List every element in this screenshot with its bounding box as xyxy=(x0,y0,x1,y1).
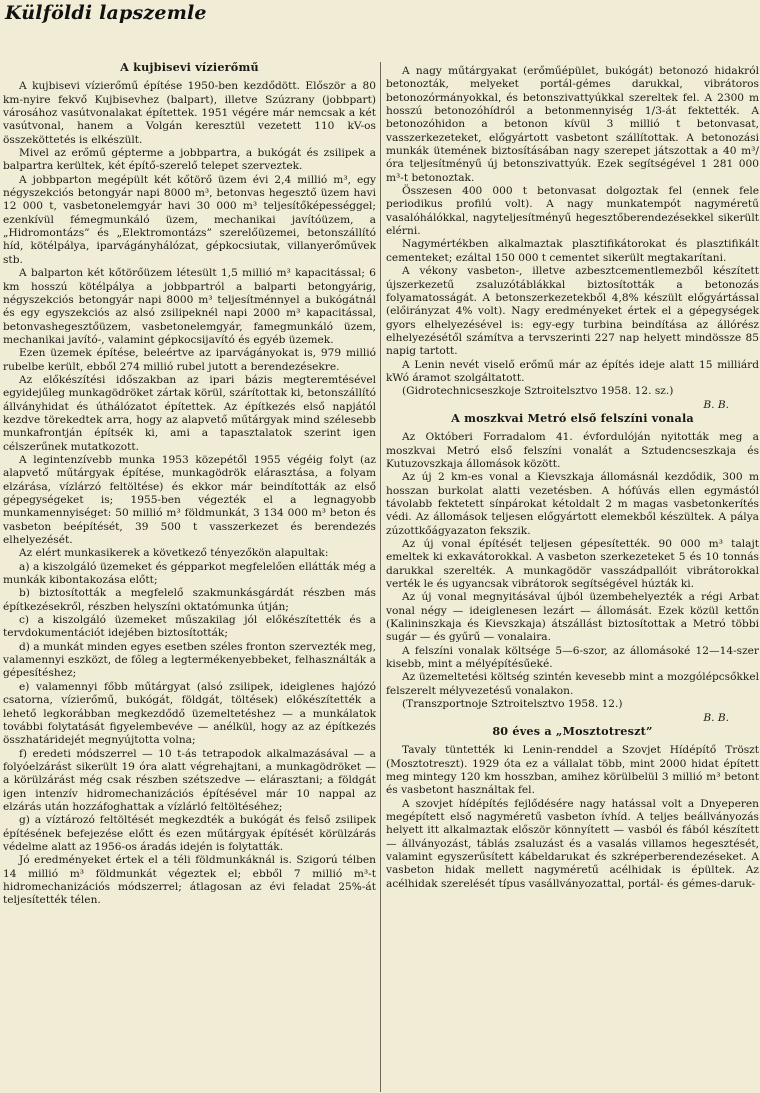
paragraph: A szovjet hídépítés fejlődésére nagy hatással volt a Dnyeperen megépített első nagyméretű vasbeton ívhíd. A teljes beállványozás helyett itt alkalmaztak először könnyített — vasból és fából készített — állványozást, táblás zsaluzást és a vasalás villamos hegesztését, valamint egyszerűsített kábeldarukat és szkréperberendezéseket. A vasbeton hidak mellett nagyméretű acélhidak is épültek. Az acélhidak szerelését típus vasállványozattal, portál- és gémes-daruk- xyxy=(386,797,759,890)
paragraph: Az új vonal építését teljesen gépesítették. 90 000 m³ talajt emeltek ki exkavátorokkal. A vasbeton szerkezeteket 5 és 10 tonnás darukkal szerelték. A munkagödör vasszádpallóit vibrátorokkal verték le és ugyancsak vibrátorok segítségével húzták ki. xyxy=(386,538,759,591)
citation: (Gidrotechnicseszkoje Sztroitelsztvo 1958. 12. sz.) xyxy=(402,385,674,398)
paragraph: A nagy műtárgyakat (erőműépület, bukógát) betonozó hidakról betonozták, melyeket portál-gémes darukkal, vibrátoros betonozórmányokkal, és betonszivattyúkkal szereltek fel. A 2300 m hosszú betonozóhídról a betonmennyiség 1/3-át fektették. A betonozóhidon a betonon kívül 3 millió t betonvasat, vasszerkezeteket, előgyártott vasbetont szállítottak. A betonozási munkák ütemének biztosításában nagy szerepet játszottak a 40 m³/óra teljesítményű új betonszivattyúk. Ezek segítségével 1 281 000 m³-t betonoztak. xyxy=(386,65,759,184)
article-title-mosztotreszt: 80 éves a „Mosztotreszt” xyxy=(492,723,653,738)
paragraph: Az új vonal megnyitásával újból üzembehelyezték a régi Arbat vonal négy — ideiglenesen lezárt — állomását. Ezek közül kettőn (Kalininszkaja és Kievszkaja) átszállást biztosítottak a Metró többi sugár — és gyűrű — vonalaira. xyxy=(386,591,759,644)
paragraph: Az üzemeltetési költség szintén kevesebb mint a mozgólépcsőkkel felszerelt mélyvezetésű vonalakon. xyxy=(386,671,759,697)
article-title-kujbisev: A kujbisevi vízierőmű xyxy=(120,60,259,74)
list-item: d) a munkát minden egyes esetben széles fronton szervezték meg, valamennyi eszközt, de főleg a legtermékenyebbeket, felhasználták a gépesítéshez; xyxy=(3,640,376,680)
paragraph: A felszíni vonalak költsége 5—6-szor, az állomásoké 12—14-szer kisebb, mint a mélyépítésűeké. xyxy=(386,644,759,671)
paragraph: Ezen üzemek építése, beleértve az iparvágányokat is, 979 millió rubelbe került, ebből 274 millió rubel jutott a berendezésekre. xyxy=(3,347,376,373)
list-item: b) biztosították a megfelelő szakmunkásgárdát részben más építkezésekről, részben helyszíni oktatómunka útján; xyxy=(3,587,376,613)
signature: B. B. xyxy=(703,398,729,411)
paragraph: Nagymértékben alkalmaztak plasztifikátorokat és plasztifikált cementeket; ezáltal 150 000 t cementet sikerült megtakarítani. xyxy=(386,238,759,264)
paragraph: Az Októberi Forradalom 41. évfordulóján nyitották meg a moszkvai Metró első felszíni vonalát a Sztudencseszkaja és Kutuzovszkaja állomások között. xyxy=(386,431,759,470)
citation: (Transzportnoje Sztroitelsztvo 1958. 12.) xyxy=(402,698,623,711)
list-item: a) a kiszolgáló üzemeket és gépparkot megfelelően ellátták még a munkák kibontakozása előtt; xyxy=(3,560,376,587)
paragraph: A Lenin nevét viselő erőmű már az építés ideje alatt 15 milliárd kWó áramot szolgáltatott. xyxy=(386,358,759,384)
paragraph: A jobbparton megépült két kőtörő üzem évi 2,4 millió m³, egy négyszekciós betongyár napi 8000 m³, betonvas hegesztő üzem havi 12 000 t, vasbetonelemgyár havi 30 000 m³ teljesítőképességgel; ezenkívül fémegmunkáló üzem, mechanikai javítóüzem, a „Hidromontázs” és „Elektromontázs” szerelőüzemei, betonszállító híd, kötélpálya, iparvágányhálózat, gépkocsiutak, villanyerőművek stb. xyxy=(3,173,376,266)
article-title-metro: A moszkvai Metró első felszíni vonala xyxy=(451,410,694,425)
paragraph: Összesen 400 000 t betonvasat dolgoztak fel (ennek fele periodikus profilú volt). A nagy munkatempót nagyméretű vasalóhálókkal, nagyteljesítményű hegesztőberendezésekkel sikerült elérni. xyxy=(386,185,759,238)
list-item: e) valamennyi főbb műtárgyat (alsó zsilipek, ideiglenes hajózó csatorna, vízierőmű, bukógát, földgát, töltések) előkészítették a lehető legkorábban megkezdődő üzemeltetéshez — a munkálatok további folytatását figyelembevéve — anélkül, hogy az az építkezés összhatáridejét megnyújtotta volna; xyxy=(3,680,376,747)
paragraph: Az új 2 km-es vonal a Kievszkaja állomásnál kezdődik, 300 m hosszan burkolat alatti vezetésben. A hófúvás ellen egymástól távolabb fektetett sínpárokat kétoldalt 2 m magas vasbetonkerítés védi. Az állomások teljesen előgyártott elemekből készültek. A pálya zúzottkőágyazaton fekszik. xyxy=(386,471,759,537)
paragraph: Mivel az erőmű gépterme a jobbpartra, a bukógát és zsilipek a balpartra kerültek, két építő-szerelő telepet szerveztek. xyxy=(3,147,376,173)
paragraph: A kujbisevi vízierőmű építése 1950-ben kezdődött. Először a 80 km-nyire fekvő Kujbisevhez (balpart), illetve Szúzrany (jobbpart) városához vasútvonalakat építettek. 1951 végére már nemcsak a két vasútvonal, hanem a Volgán keresztül vezetett 110 kV-os összeköttetés is elkészült. xyxy=(3,80,376,146)
paragraph: A legintenzívebb munka 1953 közepétől 1955 végéig folyt (az alapvető műtárgyak építése, munkagödrök elárasztása, a folyam elzárása, vízlárzó feltöltése) és ekkor már beindították az első gépegységeket is; 1955-ben végezték el a legnagyobb munkamennyiséget: 50 millió m³ földmunkát, 3 134 000 m³ beton és vasbeton beépítését, 39 500 t vasszerkezet és berendezés elhelyezését. xyxy=(3,453,376,547)
list-item: c) a kiszolgáló üzemeket műszakilag jól előkészítették és a tervdokumentációt idejében biztosították; xyxy=(3,614,376,640)
list-item: f) eredeti módszerrel — 10 t-ás tetrapodok alkalmazásával — a folyóelzárást sikerült 19 óra alatt végrehajtani, a munkagödröket — a körülzárást még csak részben szétszedve — elárasztani; a földgát igen intenzív hidromechanizációs építésével már 10 nappal az elzárás után hozzáfoghattak a vízlárló feltöltéséhez; xyxy=(3,747,376,813)
paragraph: Az előkészítési időszakban az ipari bázis megteremtésével egyidejűleg munkagödröket zártak körül, szárítottak ki, betonszállító állványhidat és úthálózatot építettek. Az építkezés első napjától kezdve törekedtek arra, hogy az alapvető műtárgyak mind szélesebb munkafrontján építsék ki, ami a tapasztalatok szerint igen célszerűnek mutatkozott. xyxy=(3,373,376,453)
paragraph: A balparton két kőtörőüzem létesült 1,5 millió m³ kapacitással; 6 km hosszú kötélpálya a jobbpartról a balparti betongyárig, négyszekciós betongyár napi 8000 m³ teljesítménnyel a bukógátnál és egy egyszekciós az alsó zsilipeknél napi 2000 m³ kapacitással, betonvashegesztőüzem, vasbetonelemgyár, famegmunkáló üzem, mechanikai javító-, valamint gépkocsijavító és egyéb üzemek. xyxy=(3,267,376,346)
section-title: Külföldi lapszemle xyxy=(5,2,207,24)
paragraph: A vékony vasbeton-, illetve azbesztcementlemezből készített újszerkezetű zsaluzótáblákkal biztosították a betonozás folyamatosságát. A betonszerkezetekből 4,8% készült előgyártással (előirányzat 4% volt). Nagy eredményeket értek el a gépegységek gyors elhelyezésével is: egy-egy turbina beindítása az állórész elhelyezésétől számítva a tervszerinti 227 nap helyett mindössze 85 napig tartott. xyxy=(386,265,759,358)
paragraph: Tavaly tüntették ki Lenin-renddel a Szovjet Hídépítő Tröszt (Mosztotreszt). 1929 óta ez a vállalat több, mint 2000 hidat épített meg mintegy 120 km hosszban, amihez körülbelül 3 millió m³ betont és vasbetont használtak fel. xyxy=(386,744,759,797)
column-divider xyxy=(380,62,381,1092)
paragraph: Jó eredményeket értek el a téli földmunkáknál is. Szigorú télben 14 millió m³ földmunkát végeztek el; ebből 7 millió m³-t hidromechanizációs módszerrel; átlagosan az évi feladat 25%-át teljesítették télen. xyxy=(3,854,376,907)
paragraph: Az elért munkasikerek a következő tényezőkön alapultak: xyxy=(19,547,329,560)
list-item: g) a víztározó feltöltését megkezdték a bukógát és felső zsilipek építésének befejezése előtt és ezen műtárgyak építését körülzárás védelme alatt az 1956-os áradás idején is folytatták. xyxy=(3,814,376,853)
right-column xyxy=(386,65,759,891)
signature: B. B. xyxy=(703,711,729,724)
left-column xyxy=(3,61,376,908)
